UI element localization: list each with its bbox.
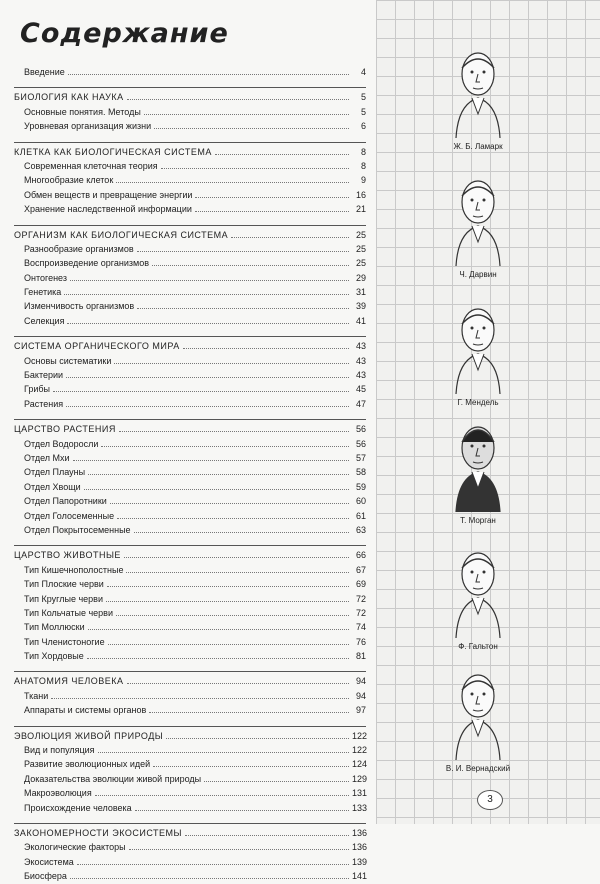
toc-page-number: 31 [355, 287, 366, 298]
toc-label: Развитие эволюционных идей [24, 759, 151, 770]
toc-label: Хранение наследственной информации [24, 204, 192, 215]
toc-entry[interactable] [14, 840, 366, 854]
toc-entry[interactable] [14, 606, 366, 620]
toc-label: АНАТОМИЯ ЧЕЛОВЕКА [14, 676, 124, 687]
dot-leader [153, 766, 349, 767]
toc-entry[interactable] [14, 119, 366, 133]
portrait-caption: Г. Мендель [457, 398, 499, 407]
dot-leader [66, 406, 349, 407]
portrait-caption: Ч. Дарвин [459, 270, 497, 279]
dot-leader [95, 795, 349, 796]
toc-entry[interactable] [14, 397, 366, 411]
toc-page-number: 4 [360, 67, 366, 77]
dot-leader [152, 265, 349, 266]
toc-page-number: 131 [352, 788, 368, 799]
toc-section [14, 142, 366, 217]
toc-section [14, 225, 366, 329]
toc-label: Тип Хордовые [24, 651, 84, 662]
toc-page-number: 8 [360, 160, 366, 171]
toc-label: Грибы [24, 384, 51, 395]
toc-entry[interactable] [14, 703, 366, 717]
dot-leader [204, 781, 349, 782]
toc-page-number: 97 [355, 705, 366, 716]
toc-page-number: 43 [355, 370, 366, 381]
dot-leader [127, 99, 349, 100]
portrait-caption: Ф. Гальтон [458, 642, 498, 651]
toc-label: Отдел Папоротники [24, 496, 107, 507]
toc-page-number: 76 [355, 636, 366, 647]
dot-leader [51, 698, 349, 699]
toc-entry[interactable] [14, 202, 366, 216]
toc-entry[interactable] [14, 188, 366, 202]
dot-leader [126, 572, 349, 573]
toc-page-number: 43 [355, 341, 366, 352]
toc-entry[interactable] [14, 689, 366, 703]
toc-label: Растения [24, 398, 64, 409]
toc-page-number: 57 [355, 452, 366, 463]
portrait [418, 540, 538, 651]
toc-label: ОРГАНИЗМ КАК БИОЛОГИЧЕСКАЯ СИСТЕМА [14, 229, 229, 240]
dot-leader [106, 601, 349, 602]
toc-heading[interactable] [14, 90, 366, 104]
dot-leader [70, 878, 349, 879]
toc-section [14, 336, 366, 411]
dot-leader [110, 503, 349, 504]
galton-portrait-icon [438, 540, 518, 640]
portrait [418, 414, 538, 525]
toc-entry[interactable] [14, 271, 366, 285]
toc-entry[interactable] [14, 65, 366, 79]
toc-page-number: 25 [355, 229, 366, 240]
toc-label: Бактерии [24, 370, 64, 381]
dot-leader [88, 629, 349, 630]
dot-leader [87, 658, 349, 659]
toc-heading[interactable] [14, 729, 366, 743]
toc-section [14, 63, 366, 79]
toc-page-number: 122 [352, 730, 368, 741]
toc-heading[interactable] [14, 548, 366, 562]
toc-page-number: 94 [355, 690, 366, 701]
toc-entry[interactable] [14, 577, 366, 591]
dot-leader [53, 391, 349, 392]
toc-page-number: 43 [355, 355, 366, 366]
toc-page-number: 5 [360, 106, 366, 117]
toc-label: Экологические факторы [24, 842, 126, 853]
toc-page-number: 63 [355, 524, 366, 535]
toc-label: Отдел Плауны [24, 467, 86, 478]
toc-label: Тип Кольчатые черви [24, 607, 113, 618]
toc-label: Отдел Мхи [24, 452, 70, 463]
toc-page-number: 69 [355, 579, 366, 590]
toc-label: Отдел Покрытосеменные [24, 524, 131, 535]
toc-page-number: 25 [355, 258, 366, 269]
toc-page-number: 41 [355, 315, 366, 326]
dot-leader [144, 114, 349, 115]
dot-leader [129, 849, 349, 850]
dot-leader [137, 251, 349, 252]
toc-page-number: 81 [355, 651, 366, 662]
toc-label: Современная клеточная теория [24, 160, 158, 171]
toc-entry[interactable] [14, 523, 366, 537]
toc-entry[interactable] [14, 465, 366, 479]
toc-page-number: 56 [355, 438, 366, 449]
toc-label: Разнообразие организмов [24, 243, 134, 254]
toc-page-number: 61 [355, 510, 366, 521]
toc-page-number: 124 [352, 759, 368, 770]
toc-entry[interactable] [14, 509, 366, 523]
toc-page-number: 72 [355, 593, 366, 604]
toc-page-number: 136 [352, 827, 368, 838]
toc-label: Экосистема [24, 856, 74, 867]
toc-label: ЦАРСТВО ЖИВОТНЫЕ [14, 550, 121, 561]
toc-entry[interactable] [14, 159, 366, 173]
dot-leader [161, 168, 349, 169]
toc-section [14, 726, 366, 815]
toc-page-number: 45 [355, 384, 366, 395]
toc-page-number: 47 [355, 398, 366, 409]
toc-heading[interactable] [14, 674, 366, 688]
vernadsky-portrait-icon [438, 662, 518, 762]
dot-leader [108, 644, 349, 645]
dot-leader [73, 460, 349, 461]
toc-page-number: 141 [352, 871, 368, 882]
portrait [418, 168, 538, 279]
toc-label: БИОЛОГИЯ КАК НАУКА [14, 92, 124, 103]
toc-page-number: 8 [360, 146, 366, 157]
toc-entry[interactable] [14, 620, 366, 634]
toc-entry[interactable] [14, 869, 366, 883]
dot-leader [70, 280, 349, 281]
toc-page-number: 21 [355, 204, 366, 215]
dot-leader [77, 864, 349, 865]
toc-label: Вид и популяция [24, 745, 95, 756]
dot-leader [149, 712, 349, 713]
toc-page-number: 56 [355, 424, 366, 435]
toc-label: ЗАКОНОМЕРНОСТИ ЭКОСИСТЕМЫ [14, 827, 182, 838]
toc-label: Селекция [24, 315, 65, 326]
portrait-caption: Ж. Б. Ламарк [453, 142, 503, 151]
toc-section [14, 545, 366, 663]
toc-entry[interactable] [14, 242, 366, 256]
toc-label: Аппараты и системы органов [24, 705, 147, 716]
toc-label: Уровневая организация жизни [24, 121, 152, 132]
toc-page-number: 5 [360, 92, 366, 103]
toc-label: Отдел Хвощи [24, 481, 81, 492]
dot-leader [215, 154, 349, 155]
toc-heading[interactable] [14, 228, 366, 242]
toc-page-number: 129 [352, 773, 368, 784]
toc-label: ЦАРСТВО РАСТЕНИЯ [14, 424, 116, 435]
toc-heading[interactable] [14, 145, 366, 159]
toc-label: Отдел Голосеменные [24, 510, 115, 521]
dot-leader [154, 128, 349, 129]
toc-heading[interactable] [14, 422, 366, 436]
toc-body [14, 63, 366, 884]
dot-leader [135, 810, 349, 811]
toc-label: Тип Плоские черви [24, 579, 104, 590]
toc-label: Основные понятия. Методы [24, 106, 141, 117]
toc-entry[interactable] [14, 314, 366, 328]
toc-page-number: 133 [352, 802, 368, 813]
dot-leader [88, 474, 349, 475]
toc-label: Введение [24, 67, 65, 77]
toc-heading[interactable] [14, 826, 366, 840]
dot-leader [231, 237, 349, 238]
toc-label: Макроэволюция [24, 788, 92, 799]
dot-leader [166, 738, 349, 739]
toc-page-number: 29 [355, 272, 366, 283]
toc-page-number: 139 [352, 856, 368, 867]
toc-label: Тип Моллюски [24, 622, 85, 633]
toc-label: Тип Кишечнополостные [24, 564, 124, 575]
toc-entry[interactable] [14, 855, 366, 869]
toc-label: Многообразие клеток [24, 175, 114, 186]
toc-entry[interactable] [14, 563, 366, 577]
toc-label: Онтогенез [24, 272, 67, 283]
dot-leader [116, 615, 349, 616]
toc-page-number: 59 [355, 481, 366, 492]
dot-leader [107, 586, 349, 587]
dot-leader [137, 308, 349, 309]
dot-leader [64, 294, 349, 295]
toc-entry[interactable] [14, 299, 366, 313]
toc-label: Воспроизведение организмов [24, 258, 149, 269]
toc-entry[interactable] [14, 592, 366, 606]
toc-page-number: 72 [355, 607, 366, 618]
toc-section [14, 87, 366, 133]
toc-label: ЭВОЛЮЦИЯ ЖИВОЙ ПРИРОДЫ [14, 730, 164, 741]
toc-entry[interactable] [14, 105, 366, 119]
toc-label: Происхождение человека [24, 802, 132, 813]
toc-entry[interactable] [14, 256, 366, 270]
dot-leader [67, 323, 349, 324]
toc-section [14, 823, 366, 884]
dot-leader [98, 752, 349, 753]
toc-page-number: 122 [352, 745, 368, 756]
toc-page-number: 94 [355, 676, 366, 687]
toc-label: КЛЕТКА КАК БИОЛОГИЧЕСКАЯ СИСТЕМА [14, 146, 212, 157]
dot-leader [183, 348, 349, 349]
toc-label: Тип Круглые черви [24, 593, 103, 604]
mendel-portrait-icon [438, 296, 518, 396]
dot-leader [101, 446, 349, 447]
toc-page-number: 16 [355, 189, 366, 200]
toc-label: Обмен веществ и превращение энергии [24, 189, 193, 200]
toc-page-number: 25 [355, 243, 366, 254]
toc-label: Основы систематики [24, 355, 112, 366]
toc-label: Тип Членистоногие [24, 636, 105, 647]
toc-heading[interactable] [14, 339, 366, 353]
toc-page-number: 6 [360, 121, 366, 132]
toc-page-number: 67 [355, 564, 366, 575]
toc-label: СИСТЕМА ОРГАНИЧЕСКОГО МИРА [14, 341, 180, 352]
page-title: Содержание [20, 18, 229, 49]
toc-label: Генетика [24, 287, 62, 298]
dot-leader [68, 74, 349, 75]
toc-entry[interactable] [14, 801, 366, 815]
toc-entry[interactable] [14, 786, 366, 800]
toc-label: Доказательства эволюции живой природы [24, 773, 202, 784]
toc-label: Изменчивость организмов [24, 301, 135, 312]
dot-leader [66, 377, 349, 378]
toc-entry[interactable] [14, 451, 366, 465]
portrait [418, 296, 538, 407]
dot-leader [124, 557, 349, 558]
toc-page-number: 9 [360, 175, 366, 186]
dot-leader [116, 182, 349, 183]
toc-section [14, 671, 366, 717]
toc-entry[interactable] [14, 743, 366, 757]
toc-entry[interactable] [14, 757, 366, 771]
dot-leader [117, 518, 349, 519]
darwin-portrait-icon [438, 168, 518, 268]
dot-leader [195, 211, 349, 212]
portrait-caption: Т. Морган [460, 516, 496, 525]
page-number: 3 [477, 790, 503, 810]
portrait-caption: В. И. Вернадский [445, 764, 511, 773]
toc-entry[interactable] [14, 772, 366, 786]
dot-leader [114, 363, 349, 364]
lamarck-portrait-icon [438, 40, 518, 140]
toc-page-number: 60 [355, 496, 366, 507]
toc-entry[interactable] [14, 285, 366, 299]
toc-entry[interactable] [14, 649, 366, 663]
toc-page-number: 74 [355, 622, 366, 633]
morgan-portrait-icon [438, 414, 518, 514]
toc-entry[interactable] [14, 494, 366, 508]
toc-entry[interactable] [14, 382, 366, 396]
toc-entry[interactable] [14, 480, 366, 494]
toc-label: Биосфера [24, 871, 67, 882]
dot-leader [195, 197, 349, 198]
dot-leader [84, 489, 349, 490]
toc-entry[interactable] [14, 437, 366, 451]
toc-page-number: 58 [355, 467, 366, 478]
dot-leader [127, 683, 349, 684]
toc-section [14, 419, 366, 537]
portrait [418, 662, 538, 773]
toc-label: Отдел Водоросли [24, 438, 99, 449]
portrait [418, 40, 538, 151]
dot-leader [185, 835, 349, 836]
toc-entry[interactable] [14, 173, 366, 187]
toc-page-number: 136 [352, 842, 368, 853]
dot-leader [119, 431, 349, 432]
toc-label: Ткани [24, 690, 49, 701]
toc-page-number: 39 [355, 301, 366, 312]
dot-leader [134, 532, 349, 533]
toc-page-number: 66 [355, 550, 366, 561]
toc-entry[interactable] [14, 354, 366, 368]
table-of-contents [14, 18, 366, 884]
toc-entry[interactable] [14, 635, 366, 649]
toc-entry[interactable] [14, 368, 366, 382]
